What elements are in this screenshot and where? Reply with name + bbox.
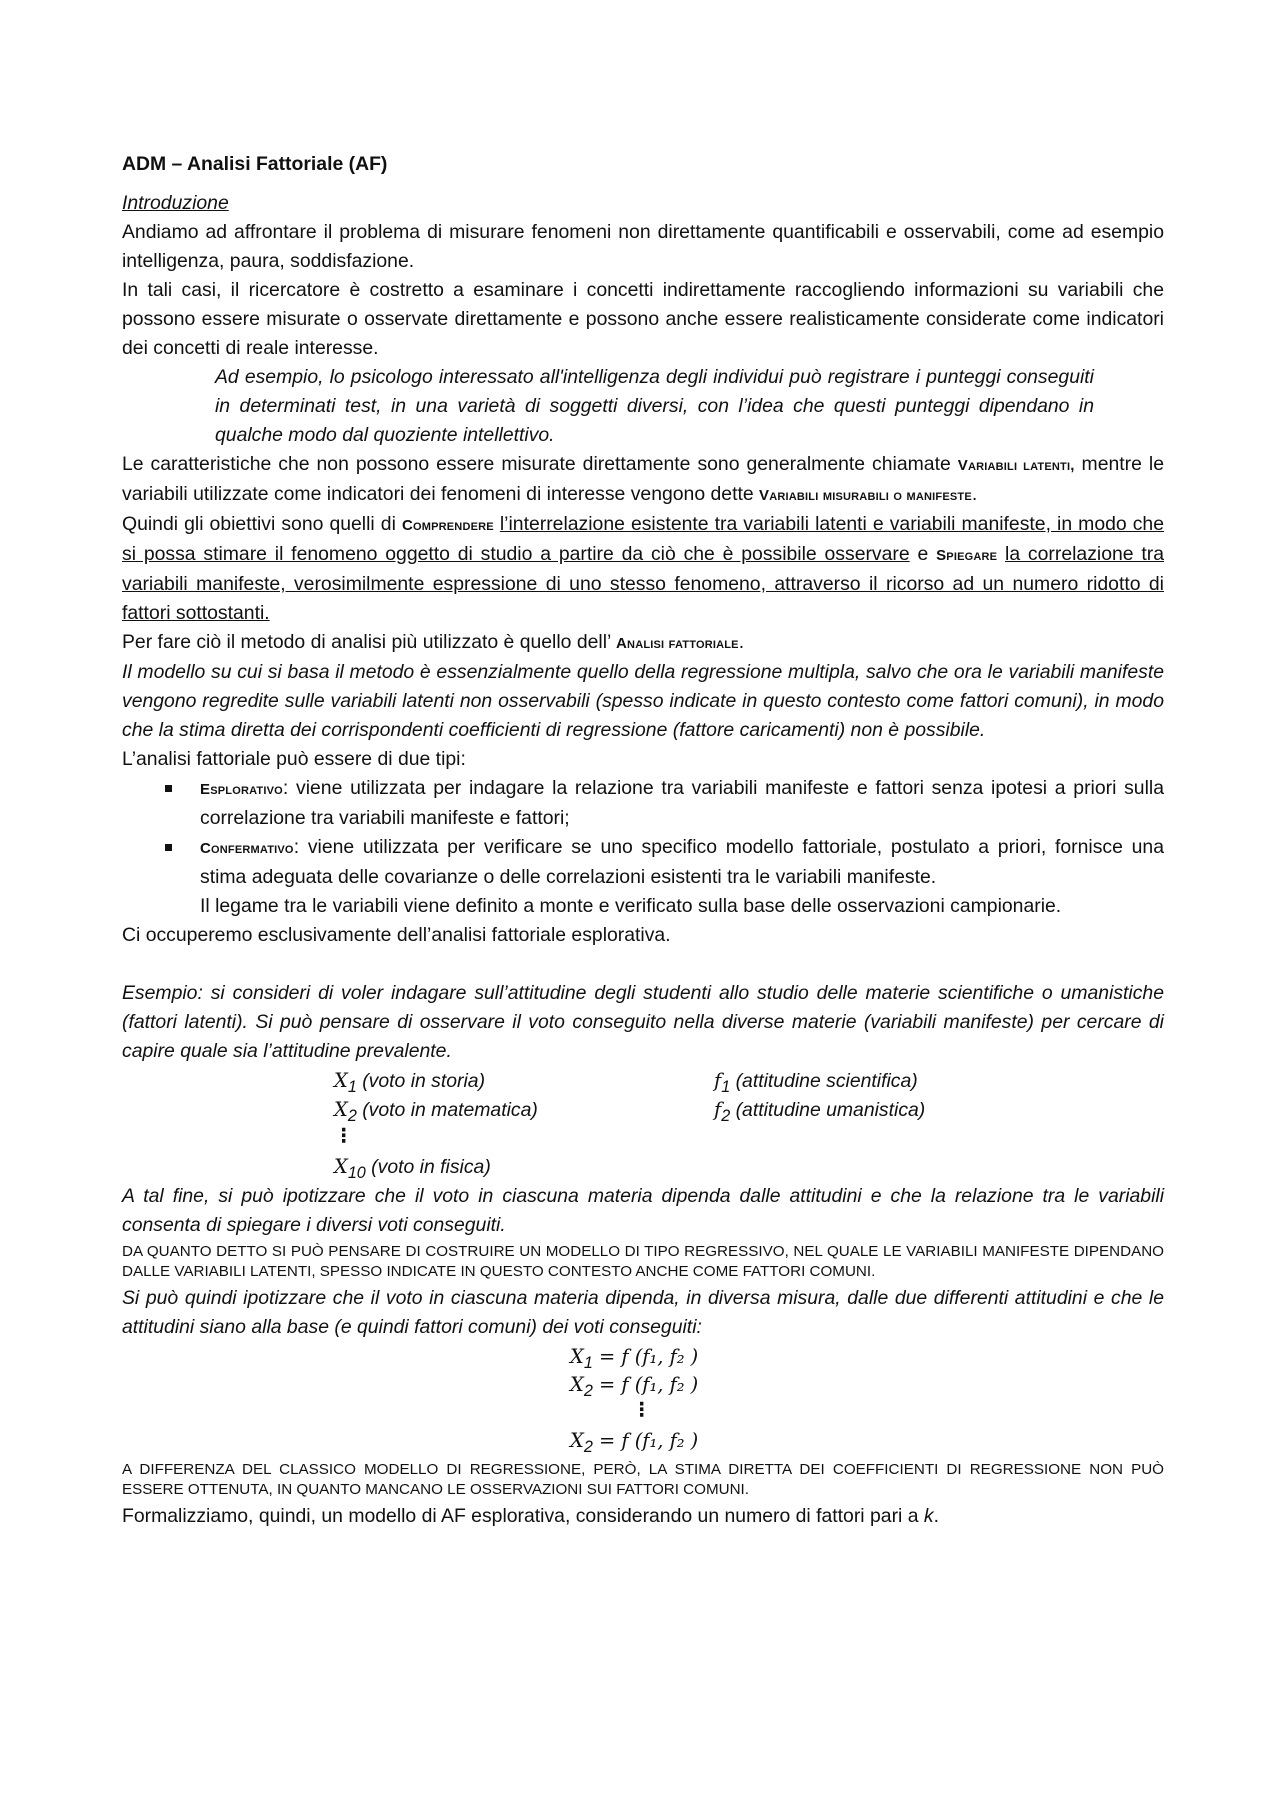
term-latent-variables: Variabili latenti, [957,457,1075,474]
term-manifest-variables: Variabili misurabili o manifeste [759,487,972,504]
text-run: . [933,1505,939,1527]
math-subscript: 2 [721,1106,731,1125]
equation [570,1426,698,1462]
equation-rhs: = f (f₁, f₂ ) [592,1373,699,1396]
math-subscript: 10 [347,1163,366,1182]
term-confirmatory: Confermativo [200,840,294,857]
text-run: e [909,543,937,565]
example-2-paragraph: Esempio: si consideri di voler indagare sull’attitudine degli studenti allo studio delle materie scientifiche o umanistiche (fattori latenti). Si può pensare di osservare il voto conseguito nella diverse materie (variabili manifeste) per cercare di capire quale sia l’attitudine prevalente. [122,982,1164,1062]
var-x2 [334,1095,538,1131]
term-explain: Spiegare [936,547,998,564]
var-label: (attitudine scientifica) [730,1070,918,1092]
math-symbol: f [714,1069,722,1092]
final-paragraph [122,1502,1164,1531]
equations-block [122,1342,1164,1458]
list-item [200,833,1164,892]
types-intro: L’analisi fattoriale può essere di due tipi: [122,748,466,770]
underlined-goal-1: l’interrelazione esistente tra variabili latenti e variabili manifeste, in modo che si possa stimare il fenomeno oggetto di studio a partire da ciò che è possibile osservare [122,513,1164,565]
math-subscript: 1 [583,1353,593,1372]
text-run: : viene utilizzata per indagare la relazione tra variabili manifeste e fattori senza ipotesi a priori sulla correlazione tra variabili manifeste e fattori; [200,777,1164,829]
variables-list [122,1066,1164,1182]
text-run: mentre le variabili utilizzate come indicatori dei fenomeni di interesse vengono dette [122,453,1164,505]
math-symbol: f [714,1098,722,1121]
var-label: (voto in matematica) [356,1099,538,1121]
math-subscript: 2 [347,1106,357,1125]
math-symbol: X [570,1345,584,1368]
math-symbol: X [334,1098,348,1121]
document-title: ADM – Analisi Fattoriale (AF) [122,153,388,175]
caps-note-2: A DIFFERENZA DEL CLASSICO MODELLO DI REGRESSIONE, PERÒ, LA STIMA DIRETTA DEI COEFFICIENTI DI REGRESSIONE NON PUÒ ESSERE OTTENUTA, IN QUANTO MANCANO LE OSSERVAZIONI SUI FATTORI COMUNI. [122,1461,1164,1498]
text-run: : viene utilizzata per verificare se uno specifico modello fattoriale, postulato a priori, fornisce una stima adeguata delle covarianze o delle correlazioni esistenti tra le variabili manifeste. [200,836,1164,888]
math-subscript: 1 [721,1077,731,1096]
method-paragraph [122,628,1164,658]
math-symbol: X [334,1069,348,1092]
var-label: (attitudine umanistica) [730,1099,926,1121]
math-subscript: 2 [583,1381,593,1400]
model-paragraph: Il modello su cui si basa il metodo è essenzialmente quello della regressione multipla, salvo che ora le variabili manifeste vengono regredite sulle variabili latenti non osservabili (spesso indicate in questo contesto come fattori comuni), in modo che la stima diretta dei corrispondenti coefficienti di regressione (fattore caricamenti) non è possibile. [122,661,1164,741]
equation-rhs: = f (f₁, f₂ ) [592,1345,699,1368]
math-symbol: X [334,1155,348,1178]
var-f2 [714,1095,925,1131]
intro-paragraph-1: Andiamo ad affrontare il problema di misurare fenomeni non direttamente quantificabili e osservabili, come ad esempio intelligenza, paura, soddisfazione. [122,221,1164,272]
document-page [122,150,1164,1531]
text-run: Quindi gli obiettivi sono quelli di [122,513,402,535]
section-heading: Introduzione [122,192,229,214]
var-label: (voto in storia) [356,1070,486,1092]
underlined-goal-2: la correlazione tra variabili manifeste, verosimilmente espressione di uno stesso fenomeno, attraverso il ricorso ad un numero ridotto di fattori sottostanti. [122,543,1165,624]
term-factor-analysis: Analisi fattoriale [616,635,739,652]
latent-variables-paragraph [122,450,1164,510]
intro-paragraph-2: In tali casi, il ricercatore è costretto a esaminare i concetti indirettamente raccogliendo informazioni su variabili che possono essere misurate o osservate direttamente e possono anche essere realisticamente considerate come indicatori dei concetti di reale interesse. [122,279,1164,359]
variable-k: k [923,1505,934,1527]
math-subscript: 1 [347,1077,357,1096]
caps-note-1: DA QUANTO DETTO SI PUÒ PENSARE DI COSTRUIRE UN MODELLO DI TIPO REGRESSIVO, NEL QUALE LE VARIABILI MANIFESTE DIPENDANO DALLE VARIABILI LATENTI, SPESSO INDICATE IN QUESTO CONTESTO ANCHE COME FATTORI COMUNI. [122,1243,1164,1280]
goals-paragraph [122,510,1164,628]
text-run [997,543,1005,565]
vertical-dots: ⋮ [632,1399,652,1421]
list-item [200,774,1164,833]
aim-paragraph: A tal fine, si può ipotizzare che il voto in ciascuna materia dipenda dalle attitudini e che la relazione tra le variabili consenta di spiegare i diversi voti conseguiti. [122,1185,1164,1236]
text-run: Per fare ciò il metodo di analisi più utilizzato è quello dell’ [122,631,617,653]
var-label: (voto in fisica) [365,1156,491,1178]
types-list [122,774,1164,892]
text-run: Formalizziamo, quindi, un modello di AF esplorativa, considerando un numero di fattori pari a [122,1505,924,1527]
text-run: . [971,483,978,505]
math-symbol: X [570,1373,584,1396]
vertical-dots: ⋮ [334,1125,354,1147]
psychologist-example: Ad esempio, lo psicologo interessato all'intelligenza degli individui può registrare i punteggi conseguiti in determinati test, in una varietà di soggetti diversi, con l’idea che questi punteggi dipendano in qualche modo dal quoziente intellettivo. [215,366,1094,446]
var-x10 [334,1152,491,1188]
spacer [122,950,1164,979]
text-run: . [738,631,745,653]
focus-paragraph: Ci occuperemo esclusivamente dell’analisi fattoriale esplorativa. [122,924,671,946]
hypothesis-paragraph: Si può quindi ipotizzare che il voto in ciascuna materia dipenda, in diversa misura, dalle due differenti attitudini e che le attitudini siano alla base (e quindi fattori comuni) dei voti conseguiti: [122,1287,1164,1338]
types-continuation: Il legame tra le variabili viene definito a monte e verificato sulla base delle osservazioni campionarie. [200,895,1062,917]
math-symbol: X [570,1429,584,1452]
term-exploratory: Esplorativo [200,781,283,798]
math-subscript: 2 [583,1437,593,1456]
equation-rhs: = f (f₁, f₂ ) [592,1429,699,1452]
term-understand: Comprendere [401,517,494,534]
text-run: Le caratteristiche che non possono essere misurate direttamente sono generalmente chiamate [122,453,958,475]
